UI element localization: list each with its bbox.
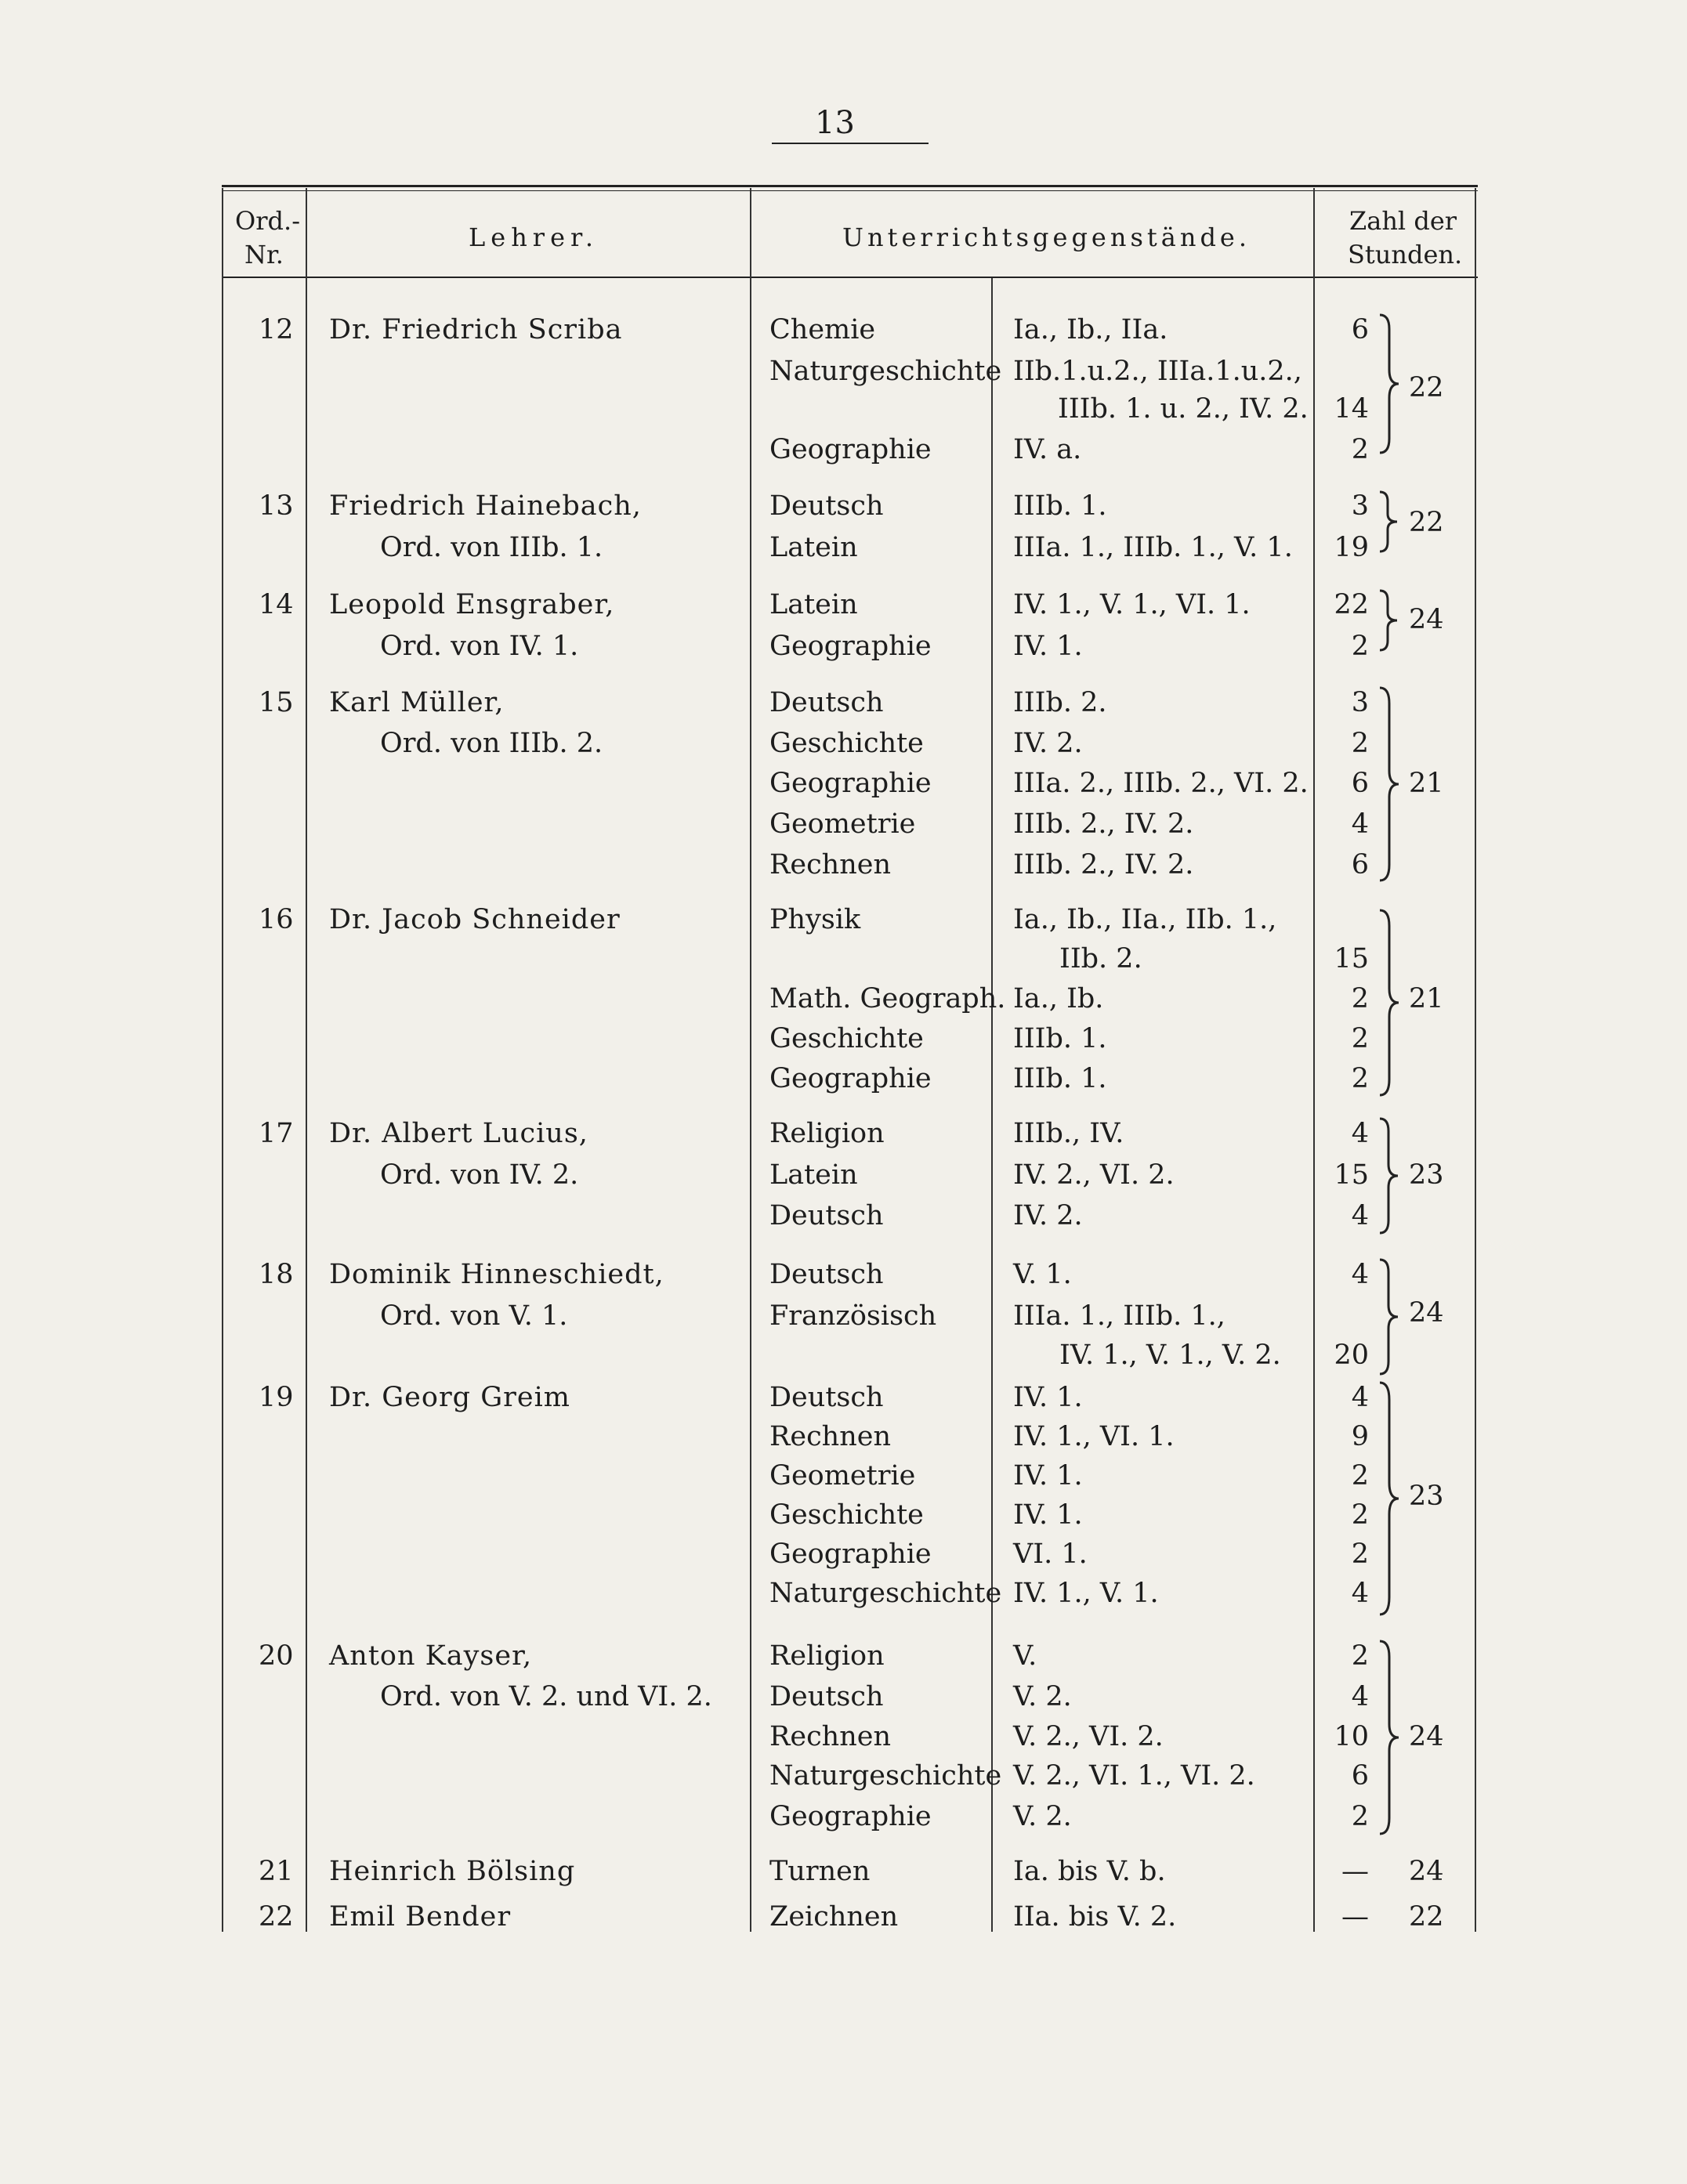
subject: Deutsch [769, 1382, 884, 1413]
subject: Religion [769, 1118, 885, 1149]
teacher-role: Ord. von IV. 2. [380, 1159, 579, 1191]
class-list: Ia., Ib. [1013, 983, 1104, 1014]
subject: Geometrie [769, 1460, 916, 1492]
subject: Naturgeschichte [769, 1578, 1002, 1609]
column-rule-right [1475, 188, 1476, 1932]
subject: Rechnen [769, 1721, 892, 1752]
teacher-role: Ord. von IV. 1. [380, 631, 579, 662]
total-hours: 23 [1409, 1481, 1444, 1512]
subject: Latein [769, 1159, 858, 1191]
hours-value: 4 [1351, 1259, 1369, 1290]
subject: Deutsch [769, 1259, 884, 1290]
class-list: IIIa. 1., IIIb. 1., V. 1. [1013, 532, 1293, 563]
class-list: V. 2., VI. 1., VI. 2. [1013, 1760, 1255, 1792]
entry-nr: 17 [259, 1118, 294, 1149]
header-hours-line2: Stunden. [1348, 240, 1463, 269]
hours-value: 4 [1351, 1681, 1369, 1712]
class-list: IIIa. 1., IIIb. 1., [1013, 1300, 1225, 1332]
entry-nr: 20 [259, 1640, 294, 1672]
total-hours: 23 [1409, 1159, 1444, 1191]
subject: Geschichte [769, 728, 924, 759]
hours-value: — [1341, 1856, 1369, 1887]
total-hours: 22 [1409, 372, 1444, 403]
teacher-name: Dominik Hinneschiedt, [329, 1259, 664, 1290]
hours-value: 6 [1351, 849, 1369, 880]
entry-nr: 12 [259, 314, 294, 345]
class-list: IIIb. 1. [1013, 1023, 1107, 1054]
class-list: IV. 1. [1013, 1460, 1083, 1492]
page-number: 13 [815, 105, 855, 141]
right-brace [1377, 313, 1400, 454]
teacher-role: Ord. von V. 2. und VI. 2. [380, 1681, 712, 1712]
header-teacher: Lehrer. [469, 222, 599, 252]
subject: Geometrie [769, 808, 916, 840]
hours-value: 4 [1351, 1200, 1369, 1231]
hours-value: 2 [1351, 1063, 1369, 1094]
hours-value: 6 [1351, 314, 1369, 345]
hours-value: 4 [1351, 1382, 1369, 1413]
subject: Deutsch [769, 687, 884, 718]
teacher-name: Karl Müller, [329, 687, 505, 718]
subject: Geographie [769, 768, 932, 799]
hours-value: 2 [1351, 1640, 1369, 1672]
class-list: V. 2. [1013, 1681, 1072, 1712]
right-brace [1377, 686, 1400, 882]
right-brace [1377, 1117, 1400, 1235]
hours-value: 2 [1351, 434, 1369, 465]
hours-value: 2 [1351, 1460, 1369, 1492]
hours-value: 4 [1351, 808, 1369, 840]
column-rule-teacher [750, 188, 751, 1932]
subject: Geographie [769, 1539, 932, 1570]
subject: Deutsch [769, 1200, 884, 1231]
subject: Chemie [769, 314, 876, 345]
column-rule-subject [991, 278, 993, 1932]
teacher-name: Anton Kayser, [329, 1640, 533, 1672]
total-hours: 24 [1409, 1856, 1444, 1887]
class-list: V. 2., VI. 2. [1013, 1721, 1164, 1752]
class-list: IIIb., IV. [1013, 1118, 1124, 1149]
class-list: IIa. bis V. 2. [1013, 1901, 1177, 1933]
entry-nr: 13 [259, 490, 294, 522]
header-nr-line1: Ord.- [235, 206, 300, 236]
teacher-name: Dr. Friedrich Scriba [329, 314, 623, 345]
total-hours: 21 [1409, 768, 1444, 799]
teacher-role: Ord. von V. 1. [380, 1300, 568, 1332]
subject: Rechnen [769, 849, 892, 880]
subject: Deutsch [769, 1681, 884, 1712]
hours-value: — [1341, 1901, 1369, 1933]
class-list: IV. 2. [1013, 1200, 1083, 1231]
total-hours: 22 [1409, 507, 1444, 538]
class-list: IV. 1., V. 1., V. 2. [1059, 1340, 1281, 1371]
class-list: V. 1. [1013, 1259, 1072, 1290]
subject: Geographie [769, 1801, 932, 1832]
class-list: IIIa. 2., IIIb. 2., VI. 2. [1013, 768, 1309, 799]
class-list: IV. a. [1013, 434, 1082, 465]
hours-value: 6 [1351, 1760, 1369, 1792]
class-list: IV. 1. [1013, 1382, 1083, 1413]
entry-nr: 16 [259, 904, 294, 935]
header-bottom-rule [222, 277, 1478, 278]
total-hours: 24 [1409, 1297, 1444, 1329]
header-nr-line2: Nr. [244, 240, 284, 269]
subject: Geschichte [769, 1499, 924, 1531]
total-hours: 21 [1409, 983, 1444, 1014]
hours-value: 4 [1351, 1118, 1369, 1149]
entry-nr: 14 [259, 589, 294, 620]
subject: Geographie [769, 434, 932, 465]
subject: Religion [769, 1640, 885, 1672]
subject: Math. Geograph. [769, 983, 1006, 1014]
total-hours: 24 [1409, 1721, 1444, 1752]
teacher-name: Emil Bender [329, 1901, 512, 1933]
hours-value: 2 [1351, 631, 1369, 662]
table-top-rule-thin [222, 190, 1478, 191]
hours-value: 3 [1351, 490, 1369, 522]
entry-nr: 21 [259, 1856, 294, 1887]
total-hours: 24 [1409, 604, 1444, 635]
hours-value: 14 [1334, 393, 1369, 425]
column-rule-nr [306, 188, 307, 1932]
right-brace [1377, 1640, 1400, 1835]
class-list: Ia. bis V. b. [1013, 1856, 1166, 1887]
class-list: V. [1013, 1640, 1037, 1672]
class-list: IV. 1. [1013, 631, 1083, 662]
right-brace [1377, 1258, 1400, 1376]
hours-value: 2 [1351, 1801, 1369, 1832]
hours-value: 2 [1351, 728, 1369, 759]
hours-value: 2 [1351, 1499, 1369, 1531]
class-list: IIIb. 1. u. 2., IV. 2. [1058, 393, 1309, 425]
teacher-name: Friedrich Hainebach, [329, 490, 642, 522]
hours-value: 10 [1334, 1721, 1369, 1752]
class-list: Ia., Ib., IIa. [1013, 314, 1168, 345]
class-list: IV. 1., V. 1., VI. 1. [1013, 589, 1251, 620]
subject: Physik [769, 904, 861, 935]
class-list: IIIb. 1. [1013, 1063, 1107, 1094]
hours-value: 2 [1351, 983, 1369, 1014]
class-list: IV. 1. [1013, 1499, 1083, 1531]
class-list: IIIb. 2. [1013, 687, 1107, 718]
subject: Turnen [769, 1856, 871, 1887]
hours-value: 22 [1334, 589, 1369, 620]
subject: Naturgeschichte [769, 356, 1002, 387]
class-list: IV. 2. [1013, 728, 1083, 759]
teacher-name: Heinrich Bölsing [329, 1856, 576, 1887]
hours-value: 6 [1351, 768, 1369, 799]
class-list: IIIb. 1. [1013, 490, 1107, 522]
hours-value: 9 [1351, 1421, 1369, 1452]
entry-nr: 22 [259, 1901, 294, 1933]
class-list: IV. 1., V. 1. [1013, 1578, 1159, 1609]
teacher-name: Dr. Jacob Schneider [329, 904, 621, 935]
teacher-name: Dr. Albert Lucius, [329, 1118, 588, 1149]
right-brace [1377, 909, 1400, 1097]
entry-nr: 18 [259, 1259, 294, 1290]
class-list: Ia., Ib., IIa., IIb. 1., [1013, 904, 1277, 935]
class-list: IIb.1.u.2., IIIa.1.u.2., [1013, 356, 1302, 387]
right-brace [1377, 490, 1400, 553]
right-brace [1377, 589, 1400, 652]
subject: Geographie [769, 631, 932, 662]
class-list: VI. 1. [1013, 1539, 1088, 1570]
subject: Zeichnen [769, 1901, 899, 1933]
right-brace [1377, 1381, 1400, 1616]
class-list: IV. 2., VI. 2. [1013, 1159, 1175, 1191]
class-list: IV. 1., VI. 1. [1013, 1421, 1175, 1452]
class-list: IIIb. 2., IV. 2. [1013, 849, 1194, 880]
subject: Latein [769, 532, 858, 563]
hours-value: 20 [1334, 1340, 1369, 1371]
subject: Rechnen [769, 1421, 892, 1452]
entry-nr: 19 [259, 1382, 294, 1413]
hours-value: 15 [1334, 943, 1369, 974]
subject: Geographie [769, 1063, 932, 1094]
header-subjects: Unterrichtsgegenstände. [842, 222, 1251, 252]
teacher-name: Leopold Ensgraber, [329, 589, 615, 620]
hours-value: 3 [1351, 687, 1369, 718]
subject: Geschichte [769, 1023, 924, 1054]
subject: Französisch [769, 1300, 937, 1332]
hours-value: 19 [1334, 532, 1369, 563]
entry-nr: 15 [259, 687, 294, 718]
class-list: IIIb. 2., IV. 2. [1013, 808, 1194, 840]
teacher-name: Dr. Georg Greim [329, 1382, 570, 1413]
hours-value: 15 [1334, 1159, 1369, 1191]
teacher-role: Ord. von IIIb. 1. [380, 532, 603, 563]
column-rule-left [222, 188, 223, 1932]
total-hours: 22 [1409, 1901, 1444, 1933]
table-top-rule [222, 185, 1478, 187]
page-number-underline [772, 143, 929, 144]
class-list: IIb. 2. [1059, 943, 1142, 974]
class-list: V. 2. [1013, 1801, 1072, 1832]
header-hours-line1: Zahl der [1349, 206, 1457, 236]
teacher-role: Ord. von IIIb. 2. [380, 728, 603, 759]
hours-value: 4 [1351, 1578, 1369, 1609]
subject: Naturgeschichte [769, 1760, 1002, 1792]
hours-value: 2 [1351, 1539, 1369, 1570]
hours-value: 2 [1351, 1023, 1369, 1054]
subject: Latein [769, 589, 858, 620]
subject: Deutsch [769, 490, 884, 522]
